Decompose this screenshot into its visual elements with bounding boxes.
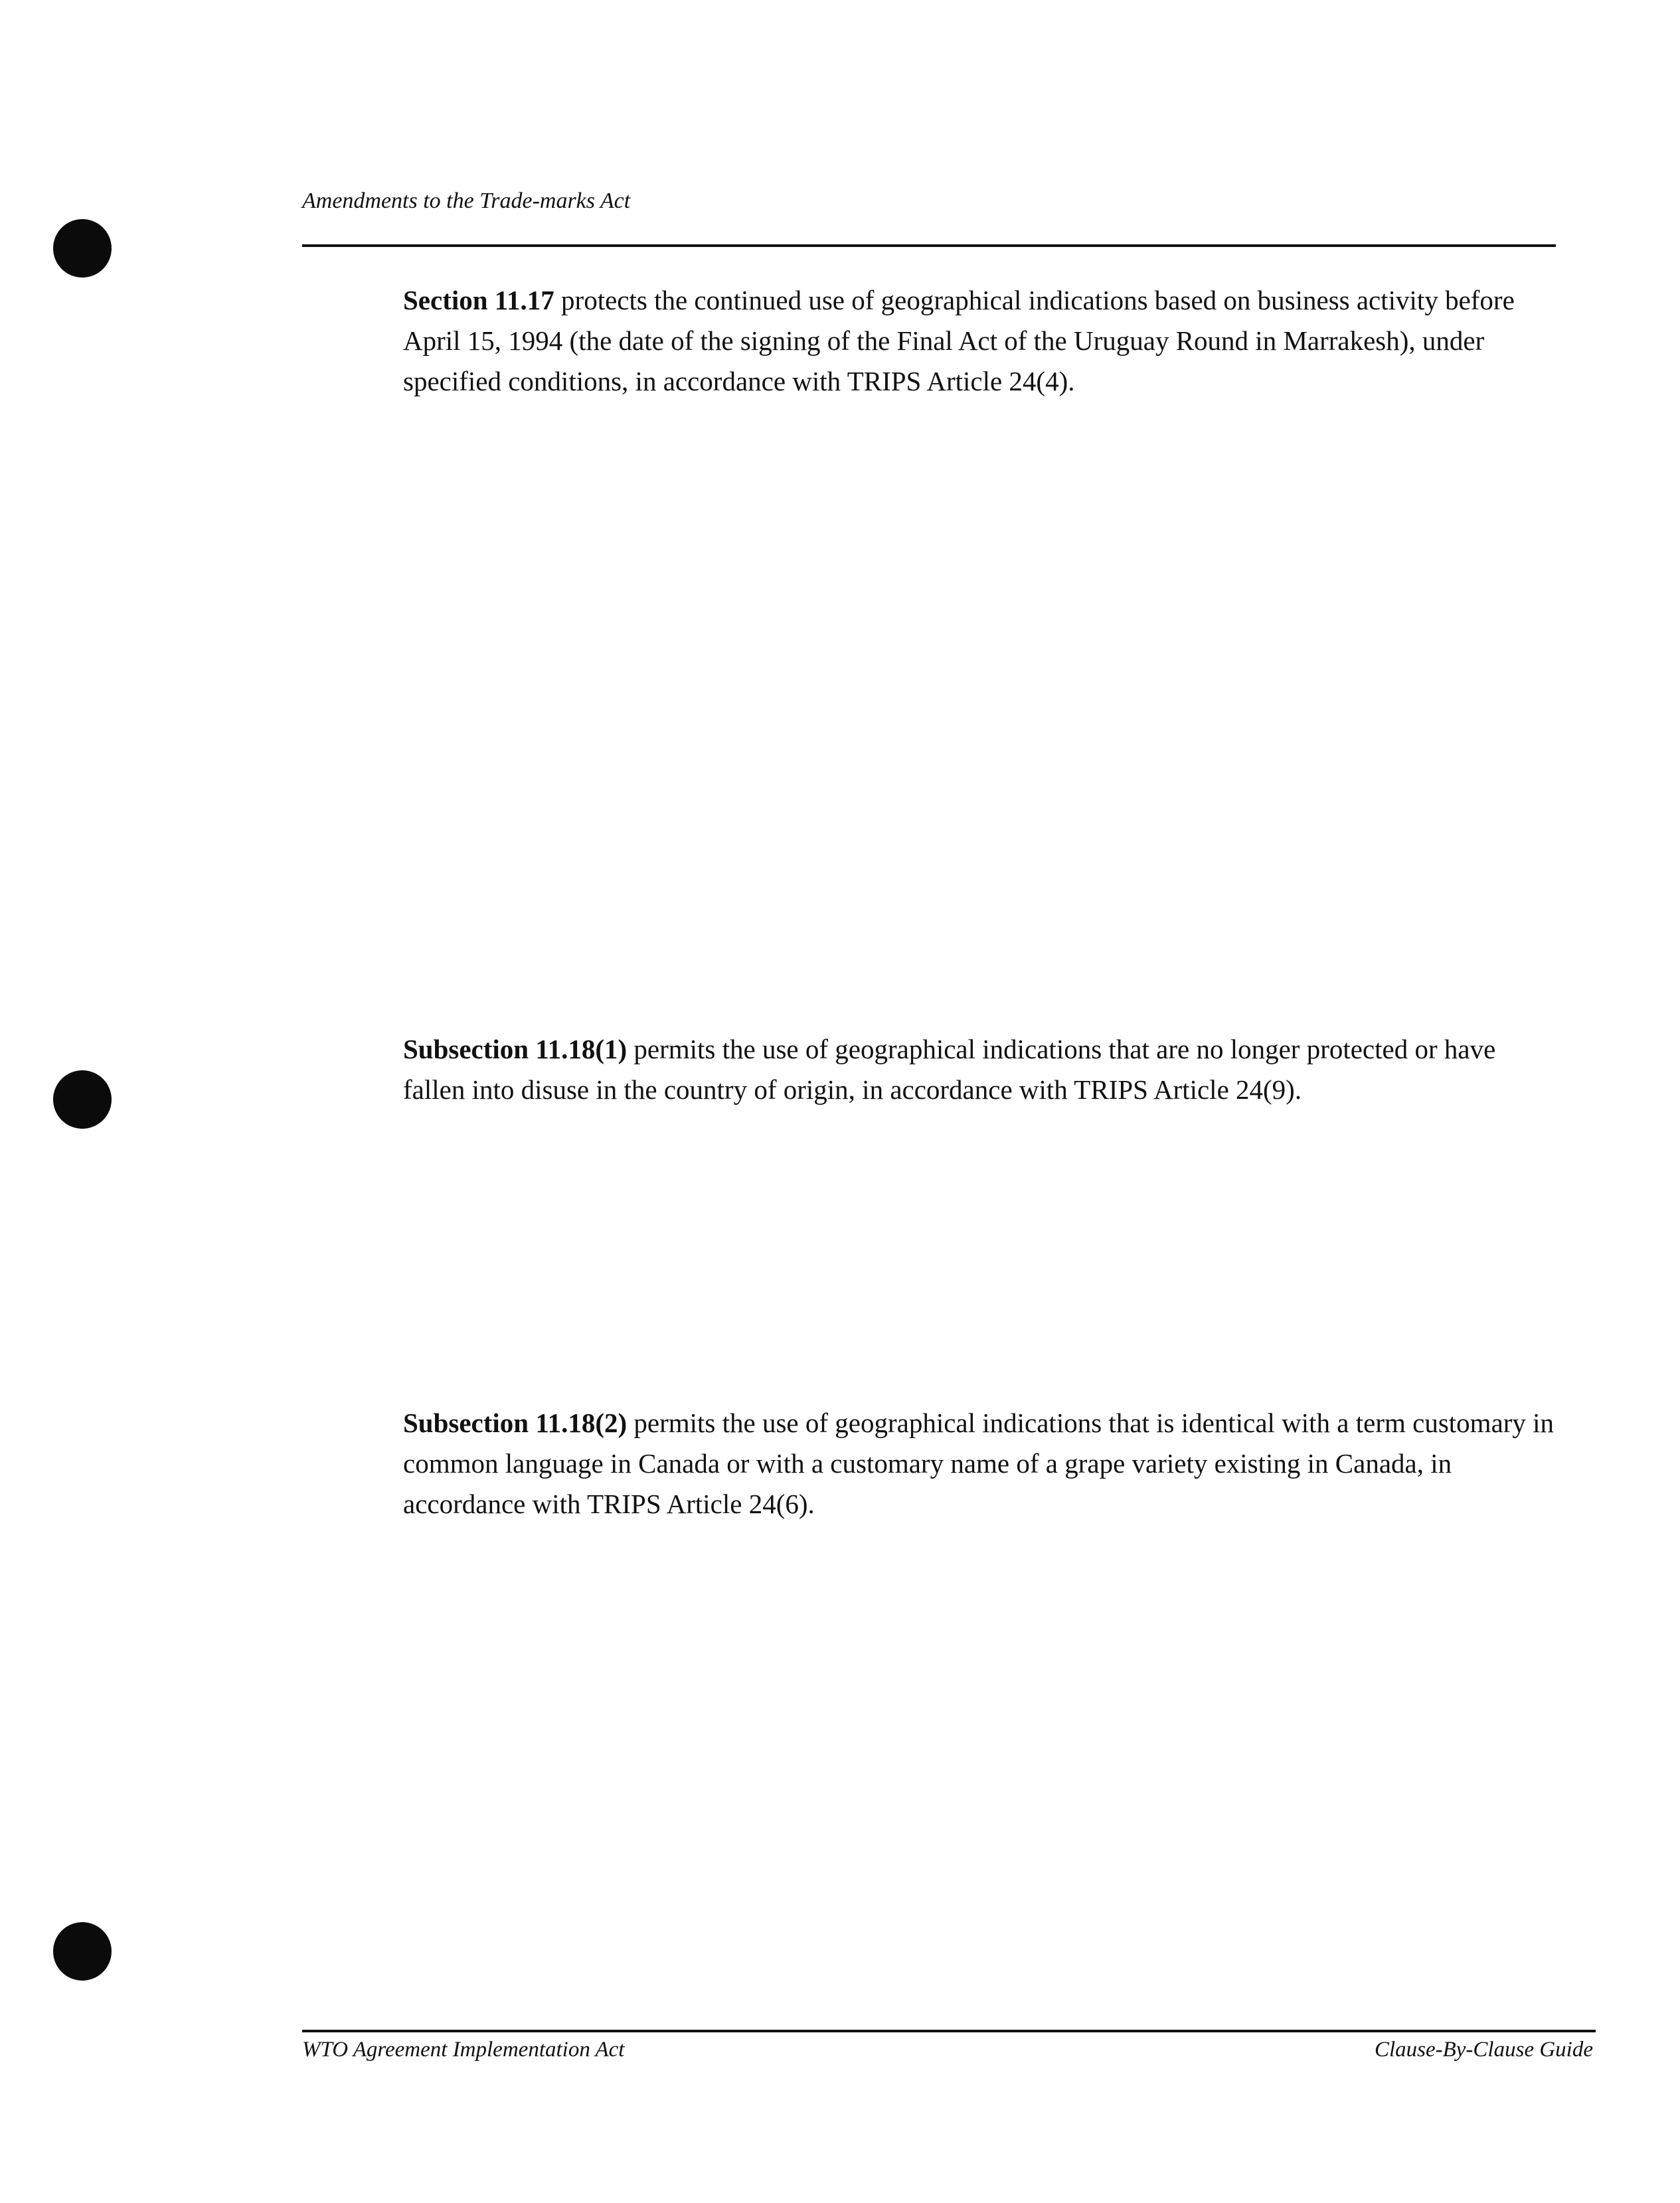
paragraph-lead: Section 11.17 <box>403 285 554 315</box>
footer-document-title: WTO Agreement Implementation Act <box>302 2038 625 2062</box>
binder-hole-icon <box>53 1070 112 1129</box>
binder-hole-icon <box>53 1922 112 1981</box>
paragraph-text: protects the continued use of geographical indications based on business activity before April 15, 1994 (the date of the signing of the Final Act of the Uruguay Round in Marrakesh), under specified conditions, in accordance with TRIPS Article 24(4). <box>403 285 1515 396</box>
paragraph-subsection-11-18-2 <box>403 1403 1558 1524</box>
paragraph-lead: Subsection 11.18(2) <box>403 1408 628 1438</box>
binder-hole-icon <box>53 219 112 278</box>
paragraph-text: permits the use of geographical indications that are no longer protected or have fallen into disuse in the country of origin, in accordance with TRIPS Article 24(9). <box>403 1034 1496 1105</box>
paragraph-lead: Subsection 11.18(1) <box>403 1034 628 1064</box>
paragraph-text: permits the use of geographical indications that is identical with a term customary in common language in Canada or with a customary name of a grape variety existing in Canada, in accordance with TRIPS Article 24(6). <box>403 1408 1554 1519</box>
footer-guide-title: Clause-By-Clause Guide <box>1374 2038 1593 2062</box>
footer-rule <box>302 2030 1596 2032</box>
paragraph-section-11-17 <box>403 280 1558 402</box>
paragraph-subsection-11-18-1 <box>403 1029 1558 1110</box>
running-header: Amendments to the Trade-marks Act <box>302 189 631 213</box>
header-rule <box>302 244 1556 247</box>
